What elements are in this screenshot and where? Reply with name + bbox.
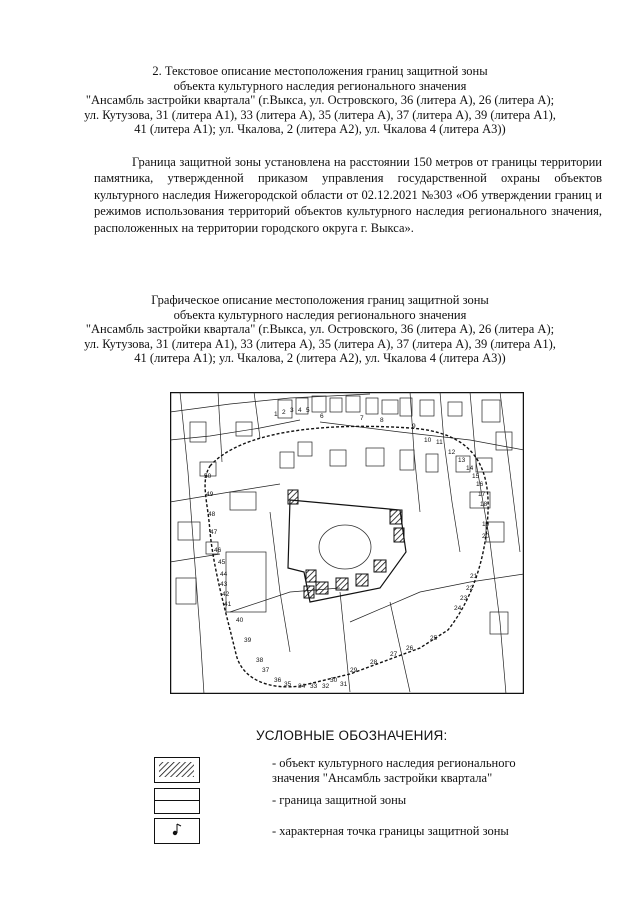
boundary-paragraph: Граница защитной зоны установлена на расстоянии 150 метров от границы территории памятника, утвержденной приказом управления государственной охраны объектов культурного наследия Нижегородской области от 02.12.2021 №303 «Об утверждении границ и режимов использования территорий объектов культурного наследия регионального значения, расположенных на территории городского округа г. Выкса». [94, 155, 602, 235]
point-label: 9 [412, 423, 416, 430]
point-label: 15 [472, 473, 480, 480]
graphic-heading [0, 293, 640, 366]
point-label: 10 [424, 437, 432, 444]
heading-line: "Ансамбль застройки квартала" (г.Выкса, ул. Островского, 36 (литера А), 26 (литера А); [85, 322, 555, 337]
point-label: 48 [208, 511, 216, 518]
legend-title: УСЛОВНЫЕ ОБОЗНАЧЕНИЯ: [256, 728, 448, 743]
point-label: 13 [458, 457, 466, 464]
point-label: 36 [274, 677, 282, 684]
heading-line: объекта культурного наследия регионального значения [173, 78, 467, 93]
legend-text-point [272, 824, 509, 839]
point-label: 19 [482, 521, 490, 528]
zone-map-svg [170, 392, 524, 694]
point-label: 39 [244, 637, 252, 644]
point-label: 22 [466, 585, 474, 592]
point-label: 5 [306, 407, 310, 414]
point-label: 41 [224, 601, 232, 608]
point-label: 18 [480, 501, 488, 508]
point-label: 29 [350, 667, 358, 674]
point-label: 35 [284, 681, 292, 688]
heading-line: 2. Текстовое описание местоположения границ защитной зоны [152, 64, 488, 78]
point-label: 50 [204, 473, 212, 480]
point-label: 6 [320, 413, 324, 420]
point-label: 17 [478, 491, 486, 498]
legend-line: - объект культурного наследия регионального [272, 756, 516, 770]
heading-line: "Ансамбль застройки квартала" (г.Выкса, ул. Островского, 36 (литера А), 26 (литера А); [85, 93, 555, 108]
point-label: 4 [298, 407, 302, 414]
point-label: 16 [476, 481, 484, 488]
map-frame [171, 393, 524, 694]
point-label: 25 [430, 635, 438, 642]
point-label: 30 [330, 677, 338, 684]
point-label: 46 [214, 547, 222, 554]
legend-line: - граница защитной зоны [272, 793, 407, 807]
point-label: 47 [210, 529, 218, 536]
point-label: 40 [236, 617, 244, 624]
point-label: 24 [454, 605, 462, 612]
point-label: 27 [390, 651, 398, 658]
point-label: 31 [340, 681, 348, 688]
heading-line: ул. Кутузова, 31 (литера А1), 33 (литера А), 35 (литера А), 37 (литера А), 39 (литера А1), [84, 336, 556, 351]
legend-line: - характерная точка границы защитной зоны [272, 824, 509, 838]
legend-text-heritage [272, 756, 516, 785]
point-label: 34 [298, 683, 306, 690]
point-label: 12 [448, 449, 456, 456]
point-label: 23 [460, 595, 468, 602]
point-label: 26 [406, 645, 414, 652]
point-marker-icon [155, 819, 198, 842]
point-label: 14 [466, 465, 474, 472]
point-label: 20 [482, 533, 490, 540]
point-label: 32 [322, 683, 330, 690]
section-heading [0, 64, 640, 137]
point-label: 3 [290, 407, 294, 414]
point-label: 42 [222, 591, 230, 598]
legend-line: значения "Ансамбль застройки квартала" [272, 770, 493, 785]
legend-swatch-heritage [154, 757, 200, 783]
zone-map [170, 392, 524, 694]
heading-line: Графическое описание местоположения границ защитной зоны [151, 293, 489, 307]
point-label: 44 [220, 571, 228, 578]
point-label: 45 [218, 559, 226, 566]
heading-line: объекта культурного наследия регионального значения [173, 307, 467, 322]
legend-swatch-point [154, 818, 200, 844]
point-label: 7 [360, 415, 364, 422]
heading-line: 41 (литера А1); ул. Чкалова, 2 (литера А2), ул. Чкалова 4 (литера А3)) [134, 351, 506, 366]
point-label: 37 [262, 667, 270, 674]
point-label: 21 [470, 573, 478, 580]
point-label: 28 [370, 659, 378, 666]
legend-text-boundary [272, 793, 406, 808]
point-label: 43 [220, 581, 228, 588]
point-label: 33 [310, 683, 318, 690]
point-label: 1 [274, 411, 278, 418]
heading-line: ул. Кутузова, 31 (литера А1), 33 (литера А), 35 (литера А), 37 (литера А), 39 (литера А1), [84, 107, 556, 122]
point-label: 38 [256, 657, 264, 664]
heading-line: 41 (литера А1); ул. Чкалова, 2 (литера А2), ул. Чкалова 4 (литера А3)) [134, 122, 506, 137]
point-label: 11 [436, 439, 443, 446]
point-label: 49 [206, 491, 214, 498]
point-label: 8 [380, 417, 384, 424]
point-label: 2 [282, 409, 286, 416]
legend-swatch-boundary [154, 788, 200, 814]
